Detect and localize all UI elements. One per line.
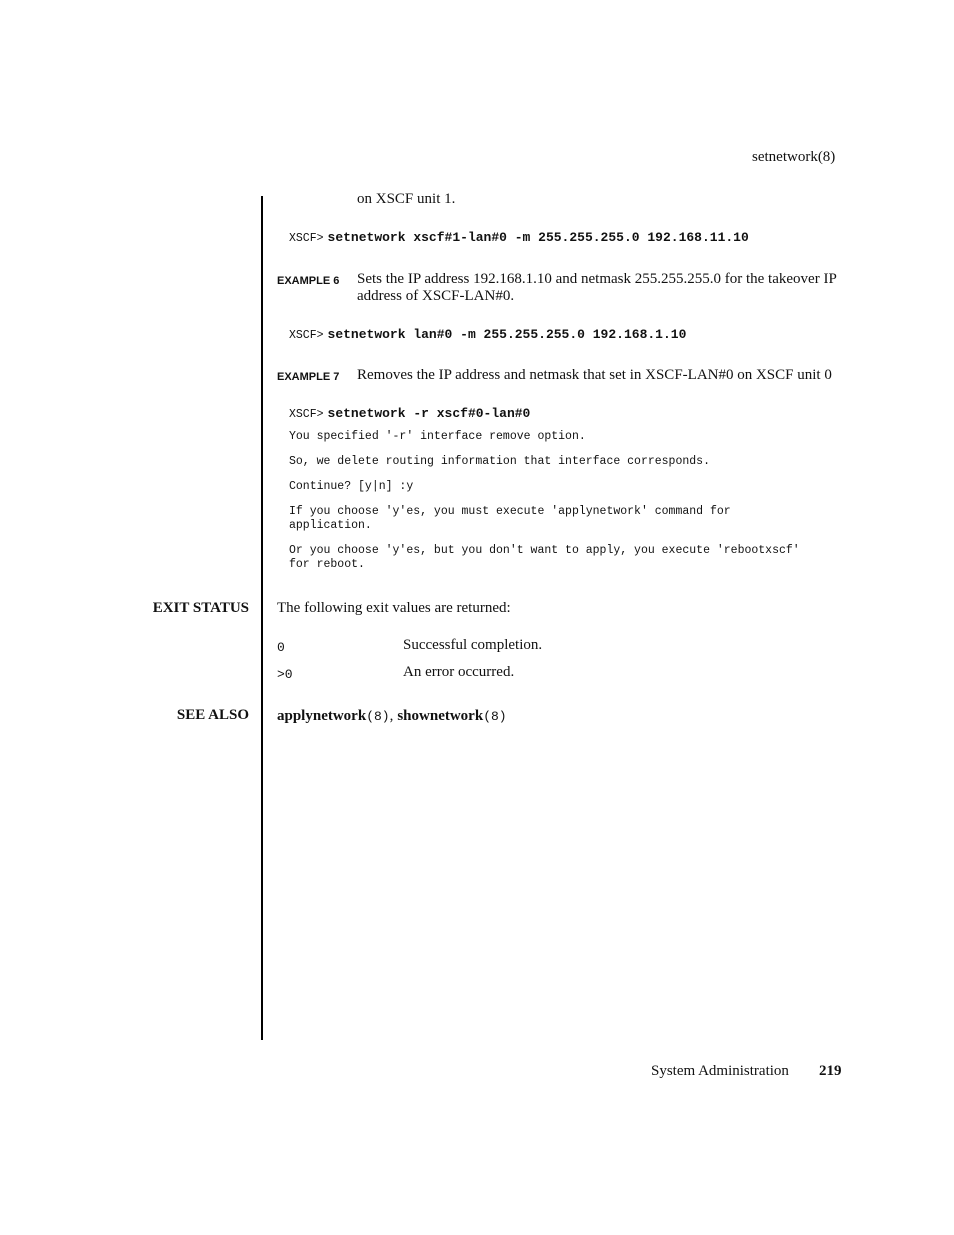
command: setnetwork lan#0 -m 255.255.255.0 192.168.1.10 — [327, 327, 687, 342]
see-also-refs — [277, 707, 507, 725]
exit-status-heading: EXIT STATUS — [152, 600, 249, 616]
prompt: XSCF> — [289, 408, 324, 421]
code-command-3 — [289, 404, 530, 422]
example-6-text-line1: Sets the IP address 192.168.1.10 and netmask 255.255.255.0 for the takeover IP — [357, 271, 837, 287]
prompt: XSCF> — [289, 232, 324, 245]
command: setnetwork -r xscf#0-lan#0 — [327, 406, 531, 421]
ref-section: (8) — [483, 709, 507, 724]
code-output-5-line1: Or you choose 'y'es, but you don't want to apply, you execute 'rebootxscf' — [289, 544, 800, 557]
exit-code: >0 — [277, 667, 293, 682]
exit-code: 0 — [277, 640, 285, 655]
code-command-1 — [289, 228, 749, 246]
example-7-label: EXAMPLE 7 — [277, 371, 340, 383]
code-output-1: You specified '-r' interface remove option. — [289, 430, 586, 443]
exit-meaning: An error occurred. — [403, 664, 515, 680]
running-head: setnetwork(8) — [752, 149, 836, 165]
code-output-4-line2: application. — [289, 519, 372, 532]
exit-status-intro: The following exit values are returned: — [277, 600, 511, 616]
code-output-5-line2: for reboot. — [289, 558, 365, 571]
ref-section: (8) — [366, 709, 390, 724]
example-6-label: EXAMPLE 6 — [277, 275, 340, 287]
footer-page-number: 219 — [819, 1063, 842, 1079]
command: setnetwork xscf#1-lan#0 -m 255.255.255.0 192.168.11.10 — [327, 230, 749, 245]
code-command-2 — [289, 325, 686, 343]
ref-applynetwork[interactable]: applynetwork — [277, 708, 367, 724]
ref-shownetwork[interactable]: shownetwork — [397, 708, 484, 724]
continued-text: on XSCF unit 1. — [357, 191, 456, 207]
code-output-4-line1: If you choose 'y'es, you must execute 'applynetwork' command for — [289, 505, 731, 518]
code-output-3: Continue? [y|n] :y — [289, 480, 414, 493]
exit-meaning: Successful completion. — [403, 637, 543, 653]
prompt: XSCF> — [289, 329, 324, 342]
see-also-heading: SEE ALSO — [176, 707, 249, 723]
example-7-text-line1: Removes the IP address and netmask that set in XSCF-LAN#0 on XSCF unit 0 — [357, 367, 832, 383]
left-vertical-rule — [261, 196, 263, 1040]
example-6-text-line2: address of XSCF-LAN#0. — [357, 288, 515, 304]
footer-book-title: System Administration — [651, 1063, 789, 1079]
ref-separator: , — [389, 708, 394, 724]
code-output-2: So, we delete routing information that interface corresponds. — [289, 455, 710, 468]
